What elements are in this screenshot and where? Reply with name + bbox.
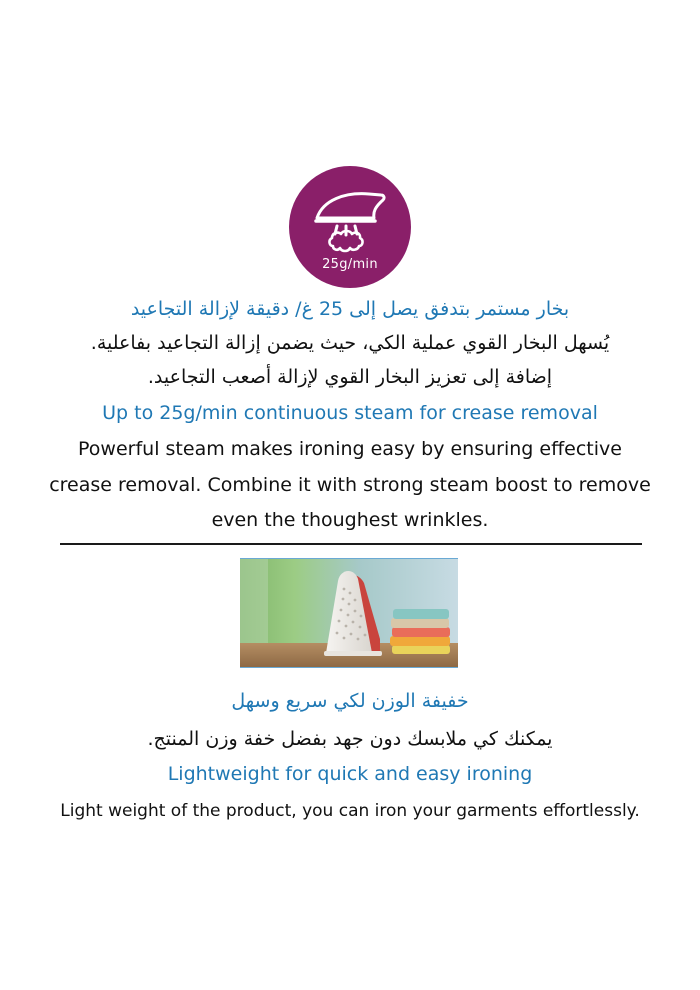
section1-english-body-line3: even the thoughest wrinkles.: [211, 509, 489, 531]
steam-rate-badge: [289, 166, 411, 288]
steam-iron-photo: [240, 558, 458, 668]
section1-english-body-line1: Powerful steam makes ironing easy by ensuring effective: [78, 438, 622, 460]
steam-rate-label: 25g/min: [322, 257, 378, 272]
section1-english-title: Up to 25g/min continuous steam for crease removal: [102, 402, 598, 424]
section1-arabic-title: بخار مستمر بتدفق يصل إلى 25 غ/ دقيقة لإزالة التجاعيد: [130, 298, 570, 320]
section1-arabic-body-line1: يُسهل البخار القوي عملية الكي، حيث يضمن إزالة التجاعيد بفاعلية.: [90, 332, 610, 354]
section1-arabic-body-line2: إضافة إلى تعزيز البخار القوي لإزالة أصعب التجاعيد.: [147, 366, 553, 388]
section2-arabic-body: يمكنك كي ملابسك دون جهد بفضل خفة وزن المنتج.: [147, 728, 553, 750]
section2-english-body: Light weight of the product, you can iron your garments effortlessly.: [60, 801, 640, 821]
section2-english-title: Lightweight for quick and easy ironing: [167, 763, 533, 785]
section1-english-body-line2: crease removal. Combine it with strong steam boost to remove: [49, 474, 651, 496]
section-divider: [60, 543, 642, 545]
section2-arabic-title: خفيفة الوزن لكي سريع وسهل: [231, 690, 469, 712]
